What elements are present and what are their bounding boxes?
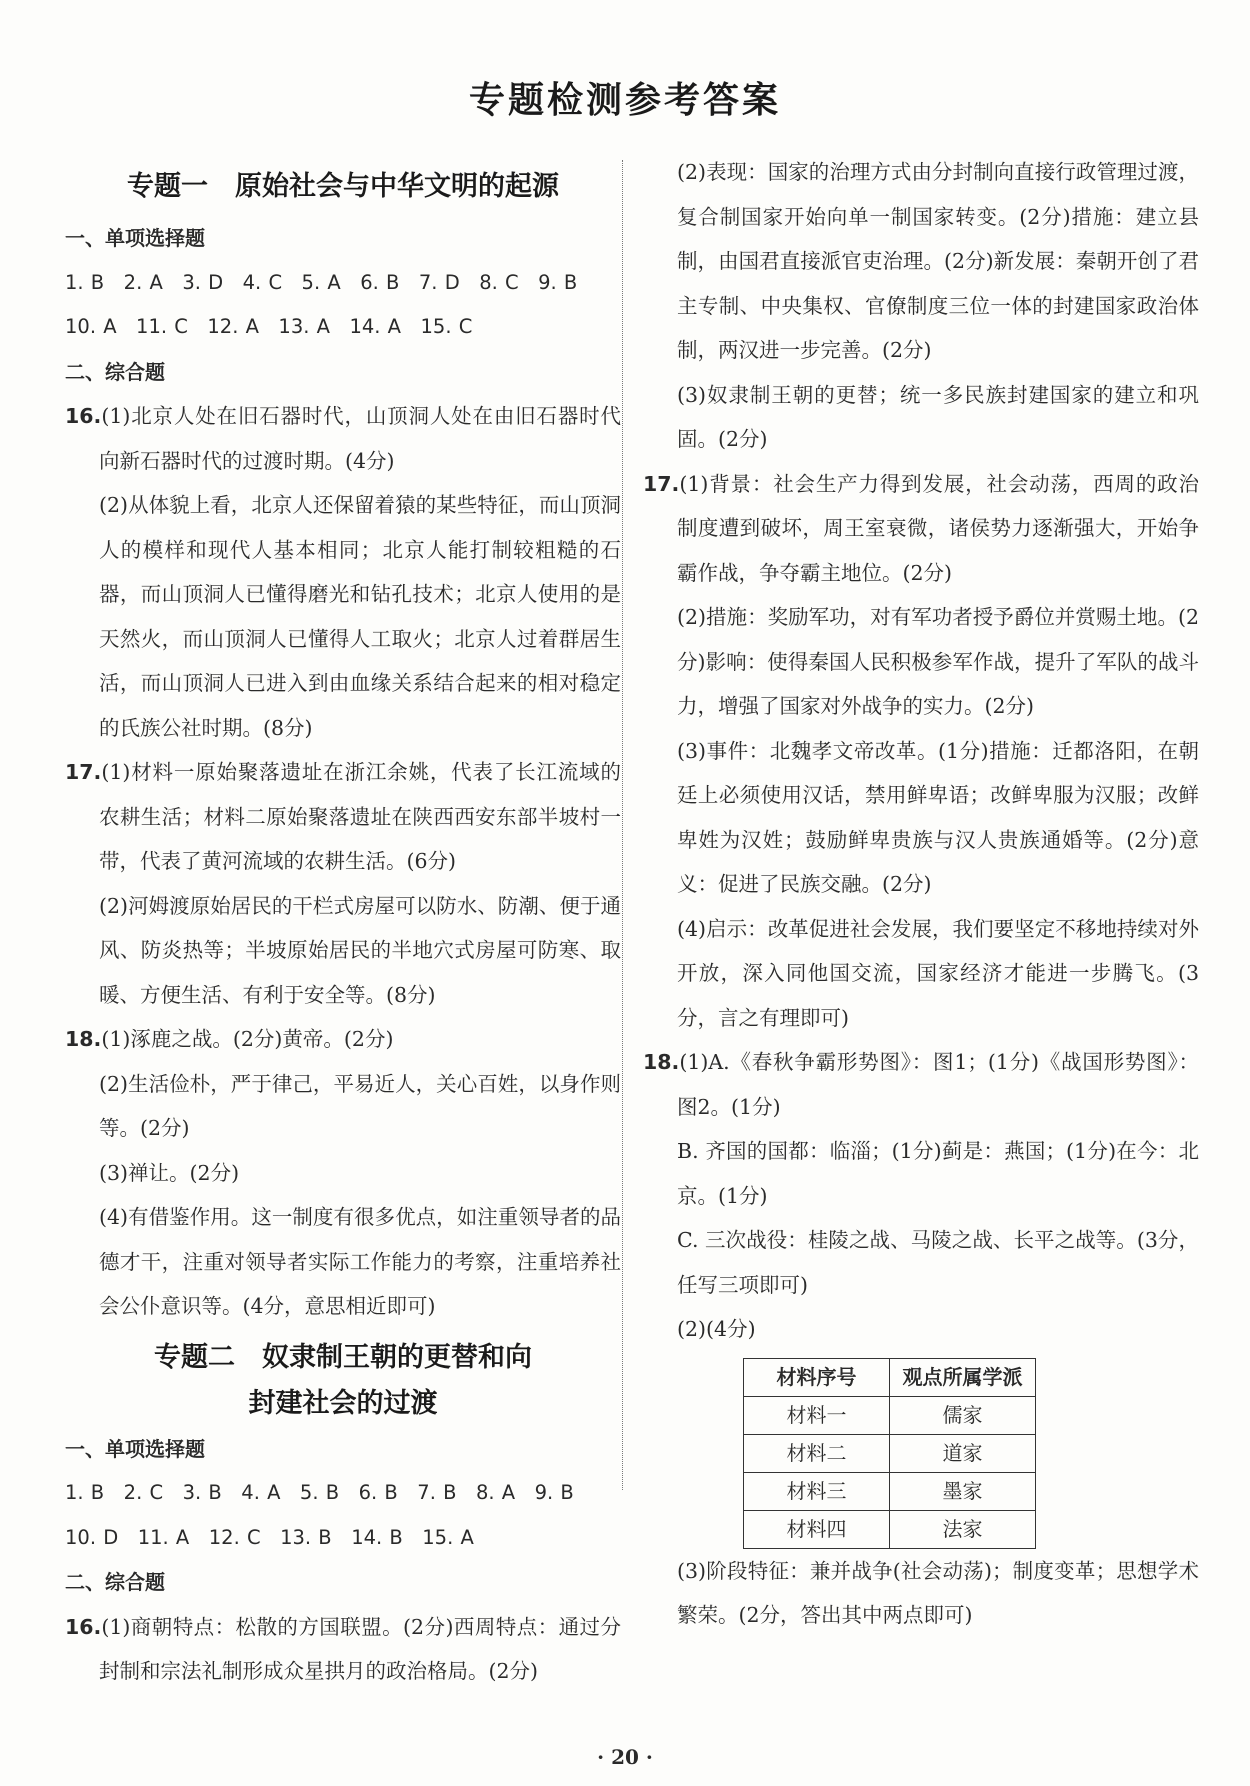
s2-q17-part3: (3)事件：北魏孝文帝改革。(1分)措施：迁都洛阳，在朝廷上必须使用汉话，禁用鲜卑语；改鲜卑服为汉服；改鲜卑姓为汉姓；鼓励鲜卑贵族与汉人贵族通婚等。(2分)意义：促进了民族交融。(2分): [677, 738, 1199, 896]
s2-mc-heading: 一、单项选择题: [65, 1436, 205, 1461]
table-cell: 儒家: [890, 1396, 1036, 1434]
s2-comp-heading: 二、综合题: [65, 1570, 165, 1594]
s2-q17-part4: (4)启示：改革促进社会发展，我们要坚定不移地持续对外开放，深入同他国交流，国家经济才能进一步腾飞。(3分，言之有理即可): [677, 916, 1199, 1030]
right-column: [643, 150, 1199, 1638]
s2-q16-part3: (3)奴隶制王朝的更替；统一多民族封建国家的建立和巩固。(2分): [677, 382, 1199, 451]
school-of-thought-table: [743, 1358, 1036, 1549]
s1-comp-heading: 二、综合题: [65, 359, 165, 384]
table-row: [744, 1472, 1036, 1510]
s2-q18-part1c: C. 三次战役：桂陵之战、马陵之战、长平之战等。(3分，任写三项即可): [677, 1228, 1199, 1297]
question-number: 17.: [65, 760, 102, 784]
s1-q18: [65, 1017, 621, 1062]
question-number: 16.: [65, 404, 102, 428]
s1-mc-heading: 一、单项选择题: [65, 226, 205, 250]
table-row: [744, 1396, 1036, 1434]
s1-q17: [65, 750, 621, 884]
s2-q18-part1b: B. 齐国的国都：临淄；(1分)蓟是：燕国；(1分)在今：北京。(1分): [677, 1139, 1199, 1208]
s2-q18-part3: (3)阶段特征：兼并战争(社会动荡)；制度变革；思想学术繁荣。(2分，答出其中两点即可): [677, 1558, 1199, 1627]
s2-q18-part2: (2)(4分): [677, 1317, 756, 1341]
s2-q18-part1: (1)A.《春秋争霸形势图》：图1；(1分)《战国形势图》：图2。(1分): [677, 1050, 1199, 1119]
s2-q16: [65, 1605, 621, 1694]
question-number: 18.: [65, 1027, 102, 1051]
s2-q16-part2: (2)表现：国家的治理方式由分封制向直接行政管理过渡，复合制国家开始向单一制国家转变。(2分)措施：建立县制，由国君直接派官吏治理。(2分)新发展：秦朝开创了君主专制、中央集权、官僚制度三位一体的封建国家政治体制，两汉进一步完善。(2分): [677, 160, 1199, 362]
s2-q18: [643, 1040, 1199, 1129]
s1-q16-part2: (2)从体貌上看，北京人还保留着猿的某些特征，而山顶洞人的模样和现代人基本相同；北京人能打制较粗糙的石器，而山顶洞人已懂得磨光和钻孔技术；北京人使用的是天然火，而山顶洞人已懂得人工取火；北京人过着群居生活，而山顶洞人已进入到由血缘关系结合起来的相对稳定的氏族公社时期。(8分): [99, 493, 621, 740]
s2-q17-part1: (1)背景：社会生产力得到发展，社会动荡，西周的政治制度遭到破坏，周王室衰微，诸侯势力逐渐强大，开始争霸作战，争夺霸主地位。(2分): [677, 471, 1199, 585]
s1-q18-part1: (1)涿鹿之战。(2分)黄帝。(2分): [101, 1027, 394, 1051]
s1-q17-part1: (1)材料一原始聚落遗址在浙江余姚，代表了长江流域的农耕生活；材料二原始聚落遗址在陕西西安东部半坡村一带，代表了黄河流域的农耕生活。(6分): [99, 760, 621, 873]
s1-q18-part4: (4)有借鉴作用。这一制度有很多优点，如注重领导者的品德才干，注重对领导者实际工作能力的考察，注重培养社会公仆意识等。(4分，意思相近即可): [99, 1205, 621, 1318]
s2-q17: [643, 462, 1199, 596]
section-1-title: 专题一 原始社会与中华文明的起源: [127, 171, 559, 202]
s1-q18-part3: (3)禅让。(2分): [99, 1160, 240, 1185]
s1-mc-answers-2: 10. A 11. C 12. A 13. A 14. A 15. C: [65, 315, 473, 338]
table-cell: 法家: [890, 1510, 1036, 1548]
s2-mc-answers-1: 1. B 2. C 3. B 4. A 5. B 6. B 7. B 8. A 9. B: [65, 1481, 574, 1504]
page-number: · 20 ·: [597, 1745, 653, 1769]
table-row: [744, 1510, 1036, 1548]
s1-q16: [65, 394, 621, 483]
s1-q18-part2: (2)生活俭朴，严于律己，平易近人，关心百姓，以身作则等。(2分): [99, 1071, 621, 1140]
s1-q17-part2: (2)河姆渡原始居民的干栏式房屋可以防水、防潮、便于通风、防炎热等；半坡原始居民的半地穴式房屋可防寒、取暖、方便生活、有利于安全等。(8分): [99, 893, 621, 1007]
table-cell: 墨家: [890, 1472, 1036, 1510]
table-cell: 材料四: [744, 1510, 890, 1548]
s1-q16-part1: (1)北京人处在旧石器时代，山顶洞人处在由旧石器时代向新石器时代的过渡时期。(4分): [99, 404, 621, 473]
s1-mc-answers-1: 1. B 2. A 3. D 4. C 5. A 6. B 7. D 8. C 9. B: [65, 270, 578, 294]
s2-q16-part1: (1)商朝特点：松散的方国联盟。(2分)西周特点：通过分封制和宗法礼制形成众星拱月的政治格局。(2分): [99, 1614, 621, 1683]
table-row: [744, 1434, 1036, 1472]
table-header-cell: 材料序号: [744, 1358, 890, 1396]
section-2-title-line1: 专题二 奴隶制王朝的更替和向: [154, 1341, 532, 1373]
table-cell: 道家: [890, 1434, 1036, 1472]
question-number: 18.: [643, 1050, 680, 1074]
question-number: 17.: [643, 471, 680, 496]
s2-mc-answers-2: 10. D 11. A 12. C 13. B 14. B 15. A: [65, 1525, 474, 1549]
table-header-row: [744, 1358, 1036, 1396]
table-cell: 材料一: [744, 1396, 890, 1434]
question-number: 16.: [65, 1614, 102, 1639]
s2-q17-part2: (2)措施：奖励军功，对有军功者授予爵位并赏赐土地。(2分)影响：使得秦国人民积极参军作战，提升了军队的战斗力，增强了国家对外战争的实力。(2分): [677, 605, 1199, 718]
left-column: [65, 150, 621, 1694]
column-divider: [622, 160, 623, 1490]
page-title: 专题检测参考答案: [468, 80, 781, 121]
section-2-title-line2: 封建社会的过渡: [248, 1387, 438, 1419]
table-cell: 材料三: [744, 1472, 890, 1510]
table-cell: 材料二: [744, 1434, 890, 1472]
table-header-cell: 观点所属学派: [890, 1358, 1036, 1396]
